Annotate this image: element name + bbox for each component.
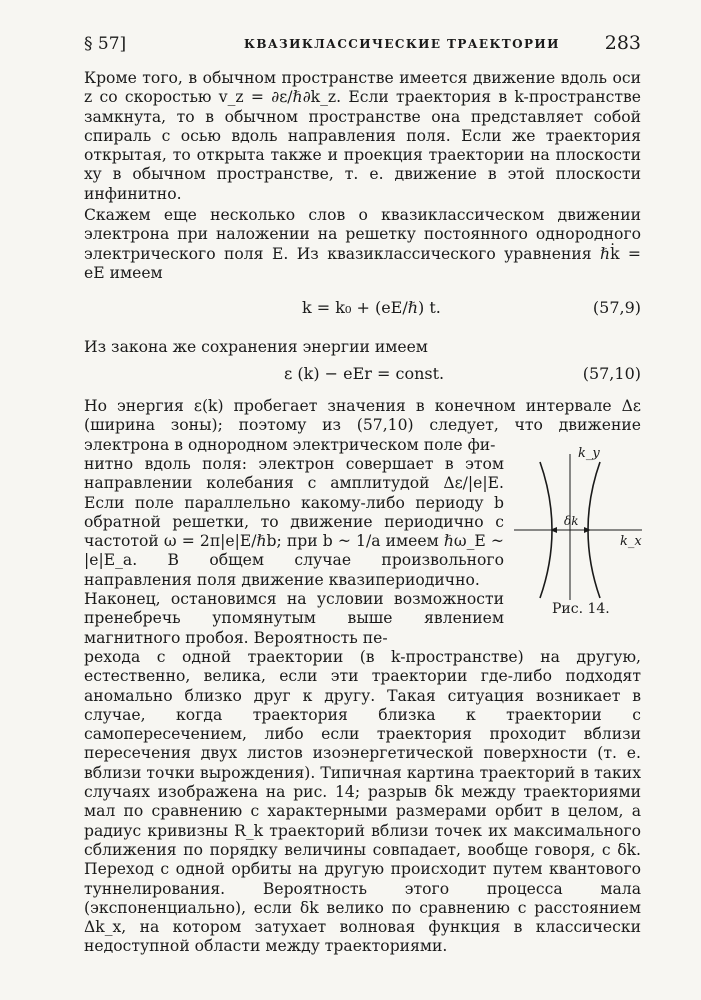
label-dk: δk: [564, 514, 579, 528]
section-ref: § 57]: [84, 34, 127, 54]
paragraph-4-continued: рехода с одной траектории (в k-пространстве) на другую, естественно, велика, если эти траектории где-либо подходят аномально близко друг к другу. Такая ситуация возникает в случае, когда траектория близка к траектории с самопересечением, либо если траектория проходит вблизи пересечения двух листов изоэнергетической поверхности (т. е. вблизи точки вырождения). Типичная картина траекторий в таких случаях изображена на рис. 14; разрыв δk между траекториями мал по сравнению с характерными размерами орбит в целом, а радиус кривизны R_k траекторий вблизи точек их максимального сближения по порядку величины совпадает, вообще говоря, с δk. Переход с одной орбиты на другую происходит путем квантового туннелирования. Вероятность этого процесса мала (экспоненциально), если δk велико по сравнению с расстоянием Δk_x, на котором затухает волновая функция в классически недоступной области между траекториями.: [84, 648, 641, 956]
equation-57-10: [84, 364, 641, 388]
trajectory-diagram: [512, 450, 650, 600]
paragraph-1: Кроме того, в обычном пространстве имеется движение вдоль оси z со скоростью v_z = ∂ε/ℏ∂k_z. Если траектория в k-пространстве замкнута, то в обычном пространстве она представляет собой спираль с осью вдоль направления поля. Если же траектория открытая, то открыта также и проекция траектории на плоскости xy в обычном пространстве, т. е. движение в этой плоскости инфинитно.: [84, 69, 641, 203]
label-kx: k_x: [620, 534, 642, 549]
paragraph-2: Скажем еще несколько слов о квазиклассическом движении электрона при наложении на решетку постоянного однородного электрического поля E. Из квазиклассического уравнения ℏk̇ = eE имеем: [84, 206, 641, 282]
page-number: 283: [604, 32, 641, 54]
label-ky: k_y: [578, 446, 600, 461]
paragraph-4-wrapped: Наконец, остановимся на условии возможности пренебречь упомянутым выше явлением магнитного пробоя. Вероятность пе-: [84, 590, 504, 647]
equation-number: (57,10): [582, 364, 641, 383]
running-title: КВАЗИКЛАССИЧЕСКИЕ ТРАЕКТОРИИ: [244, 37, 560, 51]
paragraph-3-wrapped: нитно вдоль поля: электрон совершает в этом направлении колебания с амплитудой Δε/|e|E. Если поле параллельно какому-либо периоду b обратной решетки, то движение периодично с частотой ω = 2π|e|E/ℏb; при b ~ 1/a имеем ℏω_E ~ |e|E_a. В общем случае произвольного направления поля движение квазипериодично.: [84, 455, 504, 589]
paragraph-eq2-intro: Из закона же сохранения энергии имеем: [84, 338, 428, 356]
paragraph-3-start: Но энергия ε(k) пробегает значения в конечном интервале Δε (ширина зоны); поэтому из (57,10) следует, что движение электрона в однородном электрическом поле фи-: [84, 397, 641, 454]
dk-arrow-left: [550, 527, 557, 533]
equation-number: (57,9): [592, 298, 641, 317]
page-header: [84, 34, 641, 58]
equation-formula: ε (k) − eEr = const.: [284, 364, 445, 383]
figure-14: [512, 446, 650, 630]
equation-57-9: [84, 298, 641, 322]
figure-caption: Рис. 14.: [552, 601, 610, 617]
equation-formula: k = k₀ + (eE/ℏ) t.: [302, 298, 441, 317]
